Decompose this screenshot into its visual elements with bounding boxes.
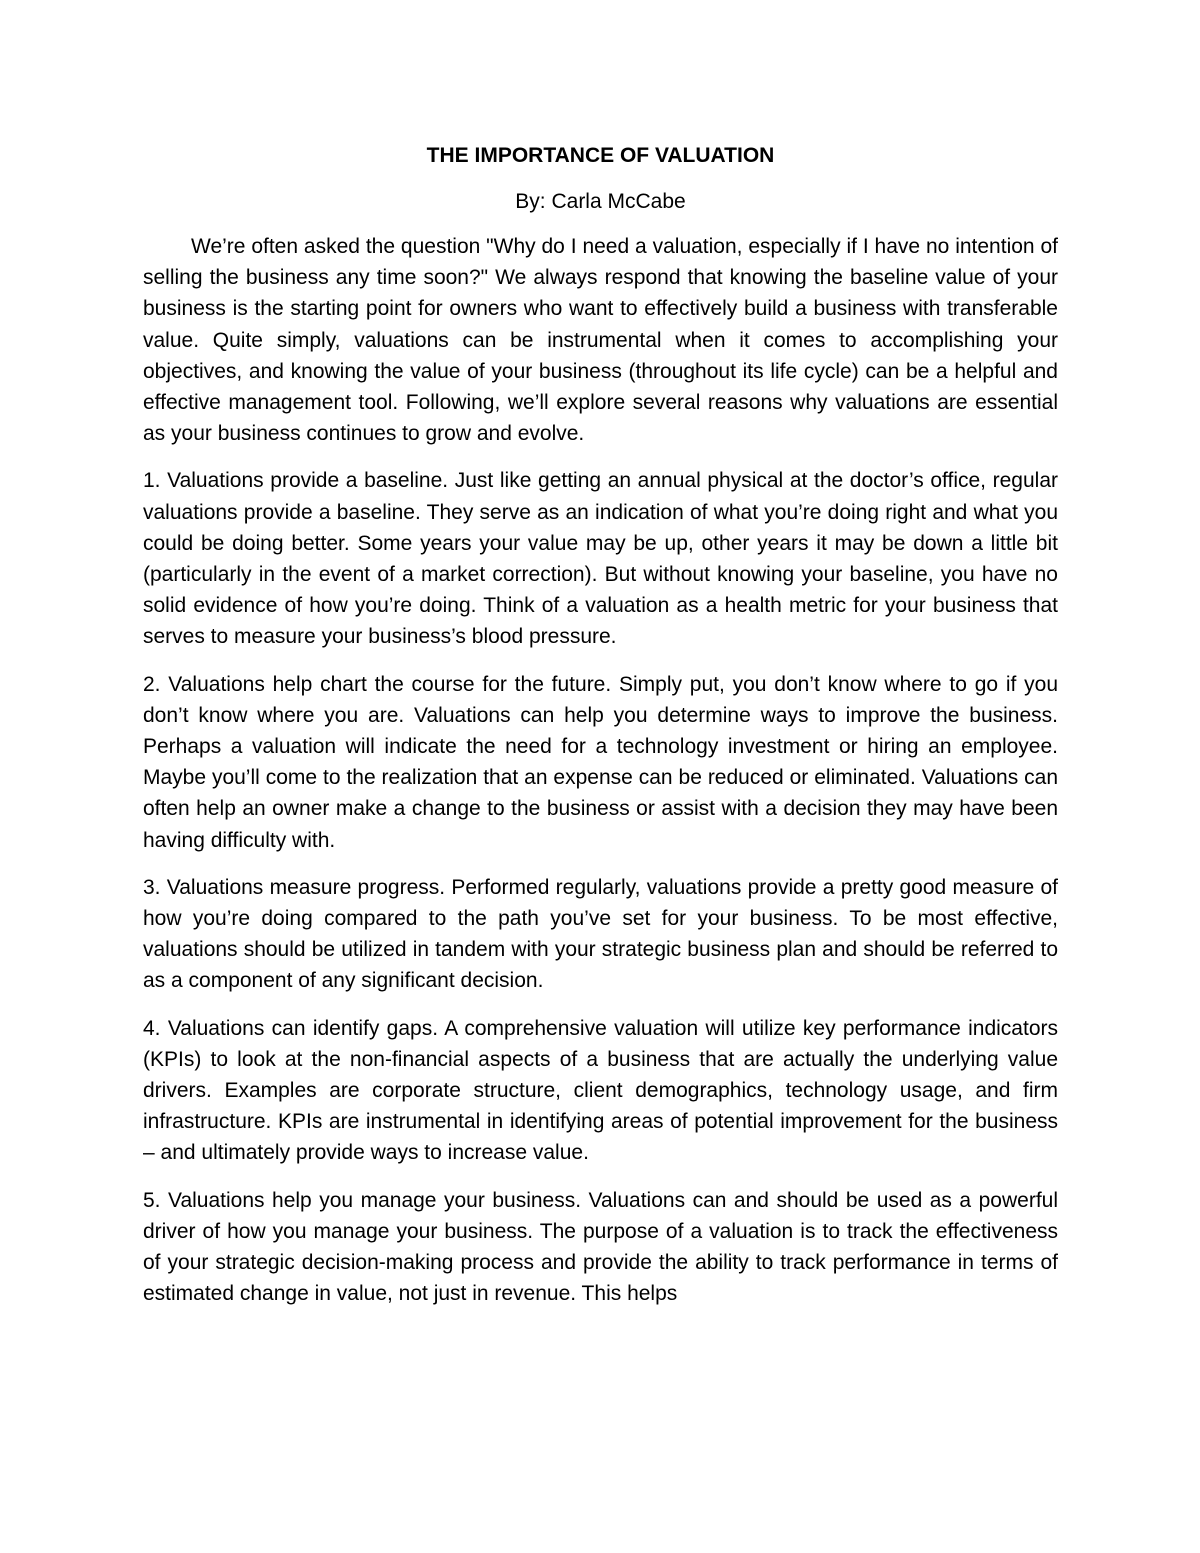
intro-paragraph: We’re often asked the question "Why do I need a valuation, especially if I have no intention of selling the business any time soon?" We always respond that knowing the baseline value of your business is the starting point for owners who want to effectively build a business with transferable value. Quite simply, valuations can be instrumental when it comes to accomplishing your objectives, and knowing the value of your business (throughout its life cycle) can be a helpful and effective management tool. Following, we’ll explore several reasons why valuations are essential as your business continues to grow and evolve. [143,235,1058,446]
author-byline: By: Carla McCabe [515,190,686,213]
reason-2-paragraph: 2. Valuations help chart the course for the future. Simply put, you don’t know where to go if you don’t know where you are. Valuations can help you determine ways to improve the business. Perhaps a valuation will indicate the need for a technology investment or hiring an employee. Maybe you’ll come to the realization that an expense can be reduced or eliminated. Valuations can often help an owner make a change to the business or assist with a decision they may have been having difficulty with. [143,672,1058,852]
reason-1-paragraph: 1. Valuations provide a baseline. Just like getting an annual physical at the doctor’s office, regular valuations provide a baseline. They serve as an indication of what you’re doing right and what you could be doing better. Some years your value may be up, other years it may be down a little bit (particularly in the event of a market correction). But without knowing your baseline, you have no solid evidence of how you’re doing. Think of a valuation as a health metric for your business that serves to measure your business’s blood pressure. [143,469,1058,649]
reason-3-paragraph: 3. Valuations measure progress. Performed regularly, valuations provide a pretty good measure of how you’re doing compared to the path you’ve set for your business. To be most effective, valuations should be utilized in tandem with your strategic business plan and should be referred to as a component of any significant decision. [143,875,1058,993]
reason-5-paragraph: 5. Valuations help you manage your business. Valuations can and should be used as a powerful driver of how you manage your business. The purpose of a valuation is to track the effectiveness of your strategic decision-making process and provide the ability to track performance in terms of estimated change in value, not just in revenue. This helps [143,1188,1058,1306]
document-title: THE IMPORTANCE OF VALUATION [426,144,775,167]
reason-4-paragraph: 4. Valuations can identify gaps. A comprehensive valuation will utilize key performance indicators (KPIs) to look at the non-financial aspects of a business that are actually the underlying value drivers. Examples are corporate structure, client demographics, technology usage, and firm infrastructure. KPIs are instrumental in identifying areas of potential improvement for the business – and ultimately provide ways to increase value. [143,1016,1058,1165]
document-page [143,141,1058,1326]
